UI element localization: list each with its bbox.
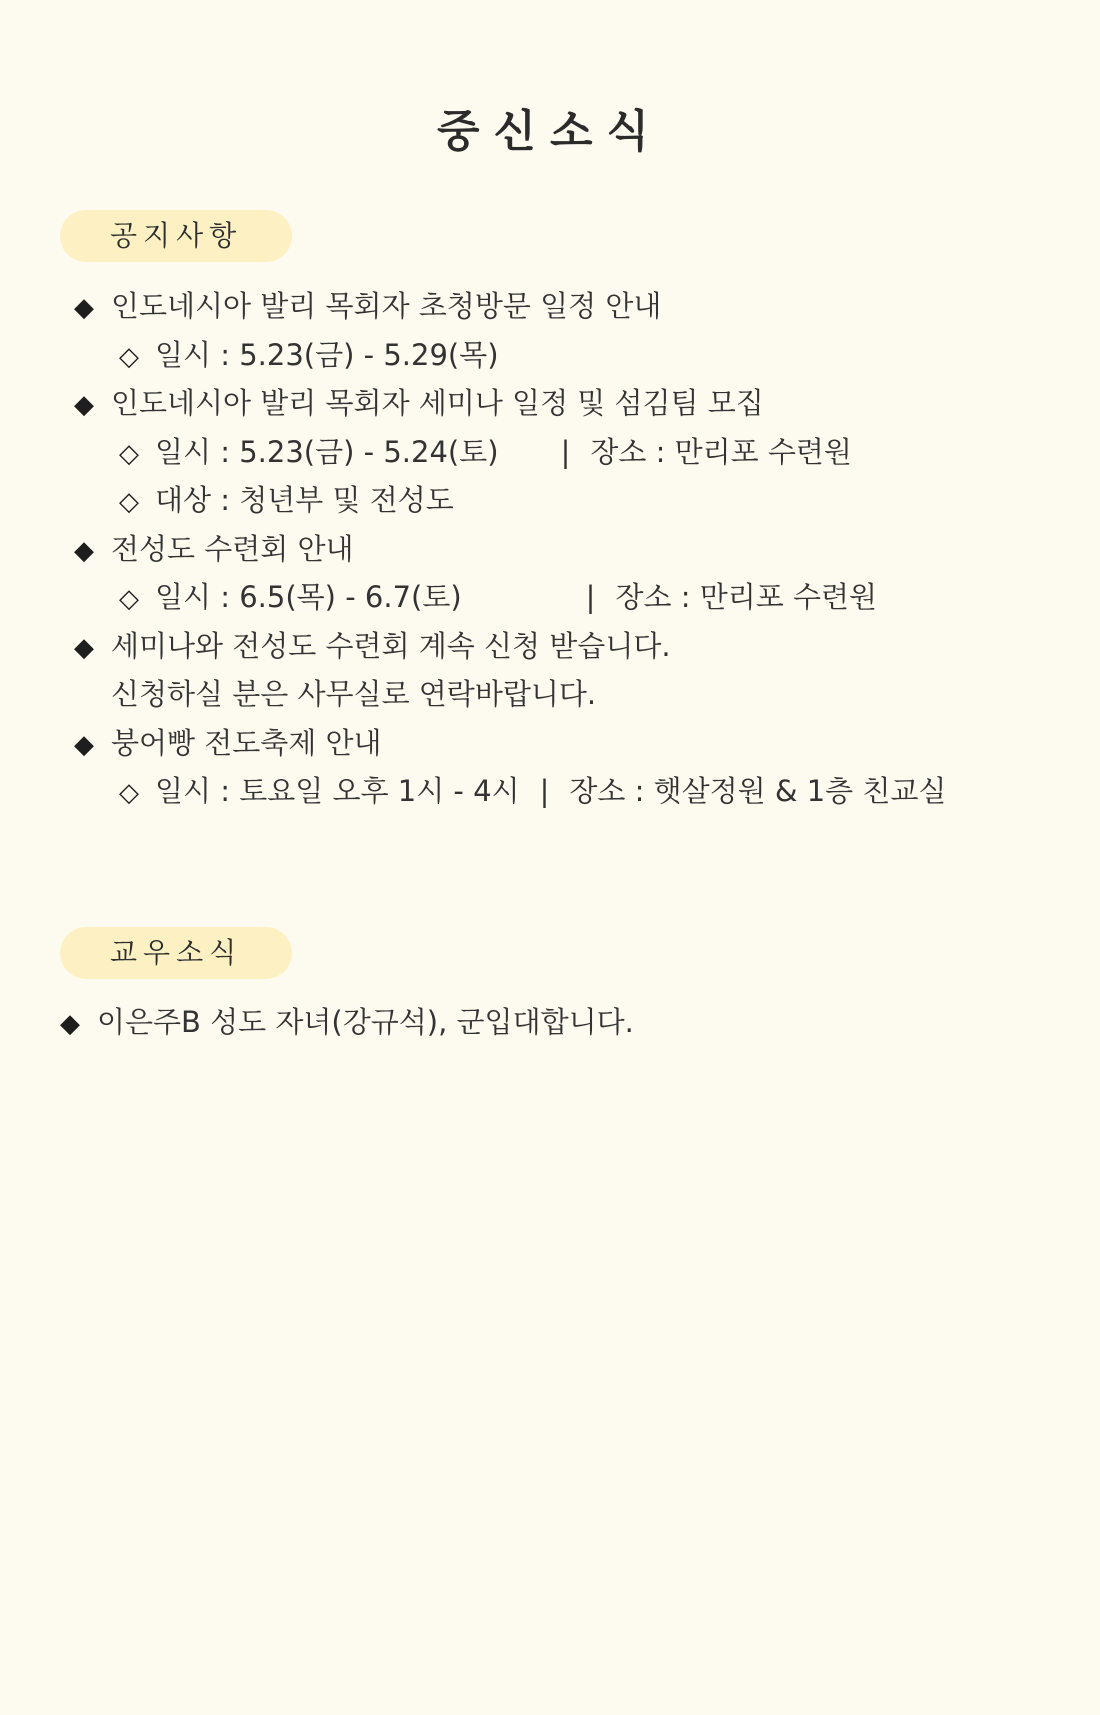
notice-title: 인도네시아 발리 목회자 세미나 일정 및 섬김팀 모집 [111,386,764,420]
filled-diamond-icon: ◆ [74,293,94,323]
news-title: 이은주B 성도 자녀(강규석), 군입대합니다. [97,1005,634,1039]
outline-diamond-icon: ◇ [119,487,139,517]
outline-diamond-icon: ◇ [119,341,139,372]
notice-detail [74,476,1074,525]
notice-detail [74,767,1074,816]
notice-item [74,622,1074,671]
notice-list [74,282,1074,816]
notice-continuation-text: 신청하실 분은 사무실로 연락바랍니다. [111,677,597,711]
notice-detail [74,573,1074,622]
notice-continuation [74,670,1074,719]
notice-detail-text: 일시 : 토요일 오후 1시 - 4시 [155,774,520,808]
notice-title: 붕어빵 전도축제 안내 [111,725,382,760]
notice-title: 인도네시아 발리 목회자 초청방문 일정 안내 [111,289,662,323]
notice-detail [74,428,1074,477]
news-item [60,998,1060,1047]
notice-place-text: 장소 : 햇살정원 & 1층 친교실 [569,774,947,808]
notice-place-text: 장소 : 만리포 수련원 [590,434,852,469]
filled-diamond-icon: ◆ [74,390,94,420]
notice-detail-text: 일시 : 5.23(금) - 5.29(목) [155,337,499,372]
page-title: 중신소식 [436,106,663,157]
notice-title: 전성도 수련회 안내 [111,531,354,566]
notice-item [74,282,1074,331]
separator: | [539,774,550,808]
outline-diamond-icon: ◇ [119,438,139,469]
filled-diamond-icon: ◆ [74,535,94,566]
notice-detail-text: 대상 : 청년부 및 전성도 [155,483,454,517]
filled-diamond-icon: ◆ [74,632,94,663]
outline-diamond-icon: ◇ [119,778,139,808]
notice-detail [74,331,1074,380]
filled-diamond-icon: ◆ [60,1009,80,1039]
separator: | [585,580,596,614]
filled-diamond-icon: ◆ [74,729,94,760]
notice-item [74,719,1074,768]
news-header: 교우소식 [60,927,292,979]
notice-item [74,525,1074,574]
notice-detail-text: 일시 : 6.5(목) - 6.7(토) [155,580,462,614]
notice-place-text: 장소 : 만리포 수련원 [615,580,877,614]
news-list [60,998,1060,1047]
separator: | [560,434,571,469]
notice-title: 세미나와 전성도 수련회 계속 신청 받습니다. [111,628,671,663]
notice-item [74,379,1074,428]
notices-header: 공지사항 [60,210,292,262]
outline-diamond-icon: ◇ [119,584,139,614]
notice-detail-text: 일시 : 5.23(금) - 5.24(토) [155,434,499,469]
